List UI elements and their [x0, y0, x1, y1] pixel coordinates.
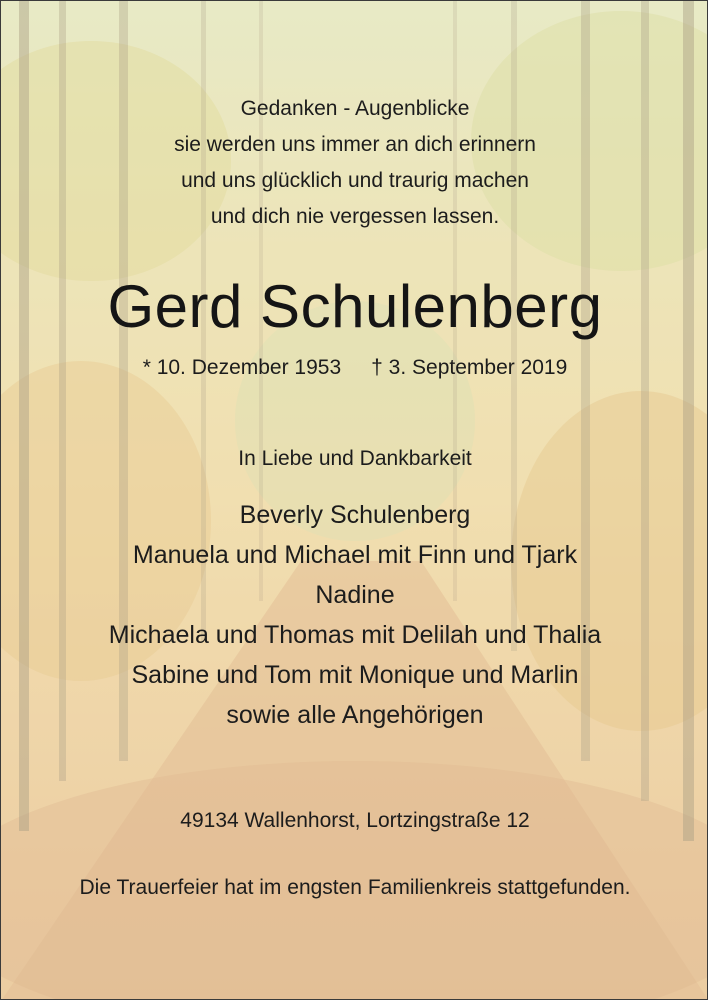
- mourner-line: Michaela und Thomas mit Delilah und Thalia: [108, 621, 602, 649]
- mourners-list: [1, 495, 708, 735]
- poem: [1, 91, 708, 235]
- poem-line: sie werden uns immer an dich erinnern: [174, 133, 536, 156]
- mourner-line: Sabine und Tom mit Monique und Marlin: [131, 661, 579, 689]
- mourner-line: Manuela und Michael mit Finn und Tjark: [132, 541, 578, 569]
- dedication: In Liebe und Dankbarkeit: [238, 447, 472, 470]
- address: 49134 Wallenhorst, Lortzingstraße 12: [180, 809, 530, 832]
- funeral-note: Die Trauerfeier hat im engsten Familienkreis stattgefunden.: [79, 876, 631, 899]
- poem-line: Gedanken - Augenblicke: [240, 97, 470, 120]
- mourner-line: sowie alle Angehörigen: [226, 701, 484, 729]
- death-date: † 3. September 2019: [371, 356, 568, 379]
- deceased-name: Gerd Schulenberg: [107, 273, 603, 340]
- poem-line: und uns glücklich und traurig machen: [181, 169, 529, 192]
- mourner-line: Beverly Schulenberg: [239, 501, 471, 529]
- mourner-line: Nadine: [315, 581, 395, 609]
- birth-date: * 10. Dezember 1953: [142, 356, 342, 379]
- life-dates: [1, 353, 708, 383]
- poem-line: und dich nie vergessen lassen.: [210, 205, 500, 228]
